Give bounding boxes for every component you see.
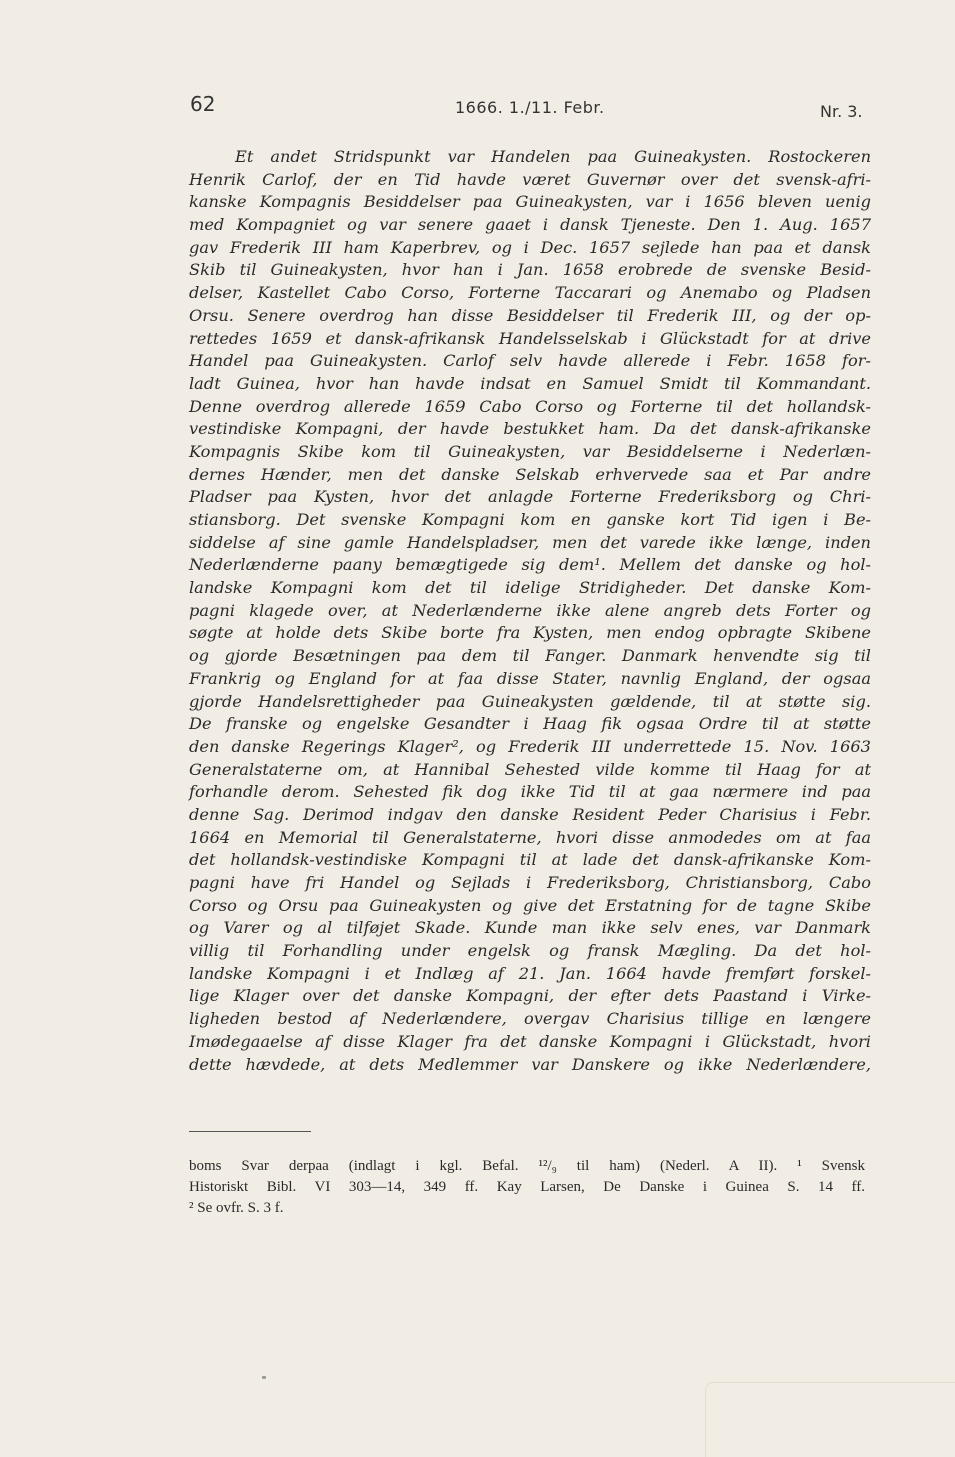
text-line: De franske og engelske Gesandter i Haag fik ogsaa Ordre til at støtte [189,714,871,734]
footnote-line: Historiskt Bibl. VI 303—14, 349 ff. Kay Larsen, De Danske i Guinea S. 14 ff. [189,1179,865,1195]
text-line: pagni klagede over, at Nederlænderne ikke alene angreb dets Forter og [189,600,871,620]
text-line: og Varer og al tilføjet Skade. Kunde man ikke selv enes, var Danmark [189,918,871,938]
text-line: siddelse af sine gamle Handelspladser, men det varede ikke længe, inden [189,532,871,552]
scan-speck [262,1376,266,1379]
text-line: landske Kompagni i et Indlæg af 21. Jan. 1664 havde fremført forskel- [189,963,871,983]
text-line: ligheden bestod af Nederlændere, overgav Charisius tillige en længere [189,1009,871,1029]
text-line: dette hævdede, at dets Medlemmer var Danskere og ikke Nederlændere, [189,1054,871,1074]
text-line: pagni have fri Handel og Sejlads i Frederiksborg, Christiansborg, Cabo [189,873,871,892]
text-line: dernes Hænder, men det danske Selskab erhvervede saa et Par andre [189,464,871,484]
text-line: Orsu. Senere overdrog han disse Besiddelser til Frederik III, og der op- [189,305,871,325]
running-head: 1666. 1./11. Febr. [455,98,605,117]
text-line: Et andet Stridspunkt var Handelen paa Guineakysten. Rostockeren [235,147,871,166]
page-number: 62 [190,92,216,116]
text-line: Handel paa Guineakysten. Carlof selv havde allerede i Febr. 1658 for- [189,351,871,371]
text-line: delser, Kastellet Cabo Corso, Forterne Taccarari og Anemabo og Pladsen [189,283,871,303]
text-line: landske Kompagni kom det til idelige Stridigheder. Det danske Kom- [189,578,871,598]
text-line: 1664 en Memorial til Generalstaterne, hvori disse anmodedes om at faa [189,827,871,847]
footnote-line: boms Svar derpaa (indlagt i kgl. Befal. ¹²/₉ til ham) (Nederl. A II). ¹ Svensk [189,1158,865,1174]
text-line: vestindiske Kompagni, der havde bestukket ham. Da det dansk-afrikanske [189,419,871,439]
document-number: Nr. 3. [820,102,863,121]
text-line: ladt Guinea, hvor han havde indsat en Samuel Smidt til Kommandant. [189,373,871,393]
text-line: Corso og Orsu paa Guineakysten og give det Erstatning for de tagne Skibe [189,895,871,915]
scan-shadow [705,1382,955,1457]
text-line: villig til Forhandling under engelsk og fransk Mægling. Da det hol- [189,941,871,961]
main-text [189,146,871,1076]
text-line: med Kompagniet og var senere gaaet i dansk Tjeneste. Den 1. Aug. 1657 [189,215,871,235]
text-line: kanske Kompagnis Besiddelser paa Guineakysten, var i 1656 bleven uenig [189,192,871,212]
text-line: denne Sag. Derimod indgav den danske Resident Peder Charisius i Febr. [189,804,871,824]
text-line: Denne overdrog allerede 1659 Cabo Corso og Forterne til det hollandsk- [189,396,871,416]
text-line: den danske Regerings Klager², og Frederik III underrettede 15. Nov. 1663 [189,736,871,756]
footnote-divider [189,1131,311,1132]
text-line: forhandle derom. Sehested fik dog ikke Tid til at gaa nærmere ind paa [189,782,871,802]
text-line: gjorde Handelsrettigheder paa Guineakysten gældende, til at støtte sig. [189,691,871,711]
text-line: søgte at holde dets Skibe borte fra Kysten, men endog opbragte Skibene [189,623,871,643]
text-line: lige Klager over det danske Kompagni, der efter dets Paastand i Virke- [189,986,871,1006]
text-line: gav Frederik III ham Kaperbrev, og i Dec. 1657 sejlede han paa et dansk [189,237,871,257]
page-header [0,92,955,132]
text-line: Nederlænderne paany bemægtigede sig dem¹. Mellem det danske og hol- [189,555,871,575]
text-line: Frankrig og England for at faa disse Stater, navnlig England, der ogsaa [189,668,871,688]
text-line: det hollandsk-vestindiske Kompagni til at lade det dansk-afrikanske Kom- [189,850,871,870]
text-line: Pladser paa Kysten, hvor det anlagde Forterne Frederiksborg og Chri- [189,487,871,507]
text-line: Imødegaaelse af disse Klager fra det danske Kompagni i Glückstadt, hvori [189,1031,871,1051]
text-line: Kompagnis Skibe kom til Guineakysten, var Besiddelserne i Nederlæn- [189,441,871,461]
text-line: Generalstaterne om, at Hannibal Sehested vilde komme til Haag for at [189,759,871,779]
text-line: Skib til Guineakysten, hvor han i Jan. 1658 erobrede de svenske Besid- [189,260,871,280]
text-line: og gjorde Besætningen paa dem til Fanger. Danmark henvendte sig til [189,646,871,666]
text-line: rettedes 1659 et dansk-afrikansk Handelsselskab i Glückstadt for at drive [189,328,871,348]
footnote-line: ² Se ovfr. S. 3 f. [189,1200,284,1216]
text-line: Henrik Carlof, der en Tid havde været Guvernør over det svensk-afri- [189,169,871,189]
footnotes [189,1156,865,1219]
text-line: stiansborg. Det svenske Kompagni kom en ganske kort Tid igen i Be- [189,510,871,529]
